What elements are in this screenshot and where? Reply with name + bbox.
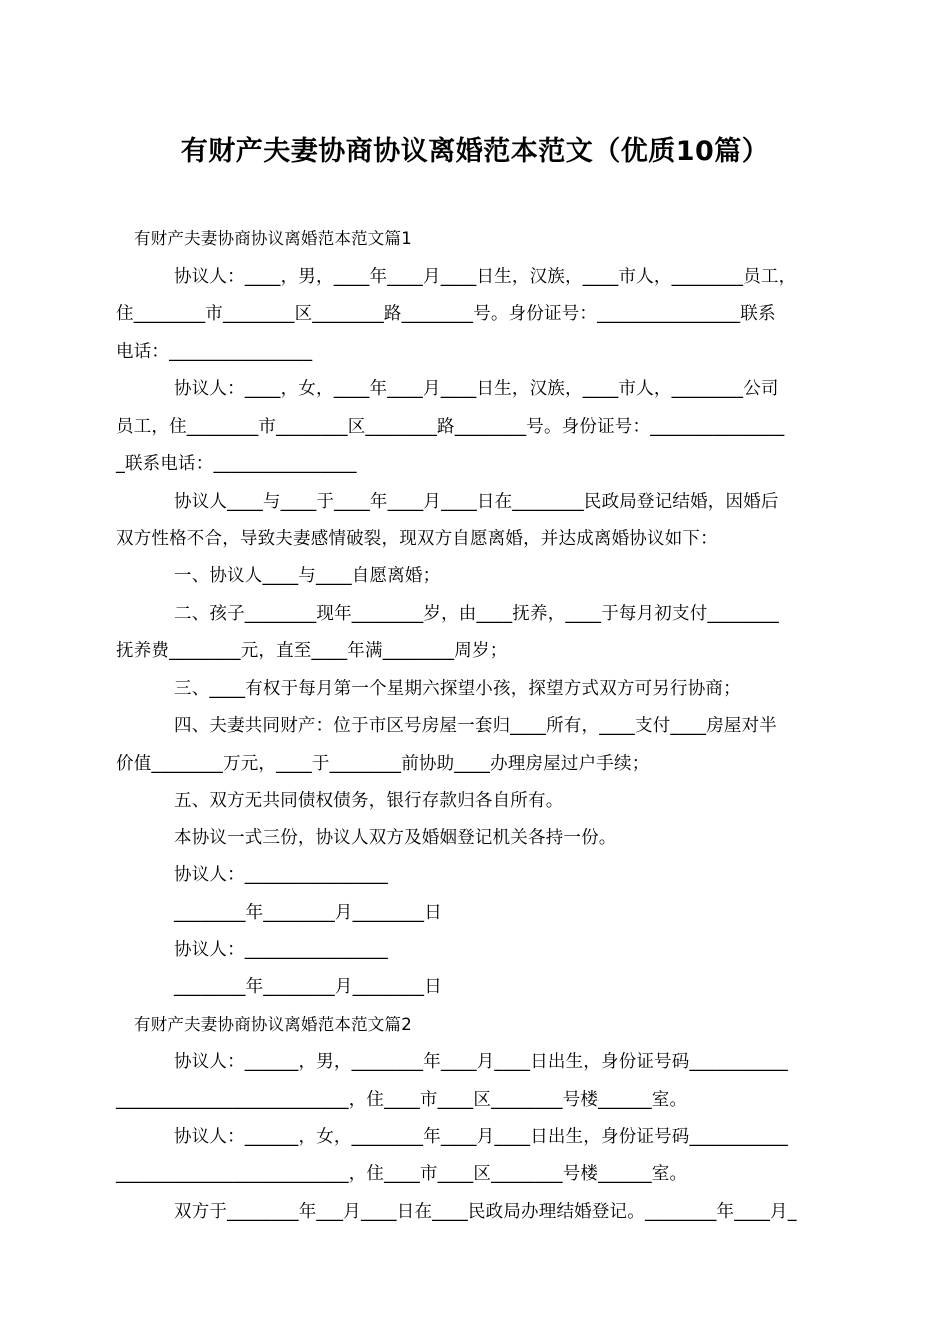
paragraph-line: _联系电话：________________ [116,454,357,474]
signature-line: 协议人：________________ [174,940,388,960]
paragraph-line: 协议人：____，女，____年____月____日生，汉族，____市人，________公司 [174,379,779,399]
clause-line: 一、协议人____与____自愿离婚； [174,566,441,586]
paragraph-line: __________________________，住____市____区________号楼______室。 [116,1164,688,1184]
clause-line: 价值________万元，____于________前协助____办理房屋过户手续； [116,754,650,774]
paragraph-line: 住________市________区________路________号。身份证号：________________联系 [116,304,776,324]
paragraph-line: 双方于________年___月____日在____民政局办理结婚登记。________年____月_ [174,1202,797,1222]
document-title: 有财产夫妻协商协议离婚范本范文（优质10篇） [180,136,770,167]
section-heading-2: 有财产夫妻协商协议离婚范本范文篇2 [134,1015,412,1034]
date-line: ________年________月________日 [174,977,442,997]
paragraph-line: __________________________，住____市____区________号楼______室。 [116,1090,688,1110]
clause-line: 二、孩子________现年________岁，由____抚养，____于每月初支付________ [174,604,779,624]
paragraph-line: 协议人____与____于____年____月____日在________民政局登记结婚，因婚后 [174,492,779,512]
paragraph-line: 电话：________________ [116,342,313,362]
clause-line: 抚养费________元，直至____年满________周岁； [116,641,508,661]
paragraph-line: 本协议一式三份，协议人双方及婚姻登记机关各持一份。 [174,828,617,848]
paragraph-line: 员工，住________市________区________路________号。身份证号：_______________ [116,417,785,437]
paragraph-line: 协议人：______，男，________年____月____日出生，身份证号码___________ [174,1052,788,1072]
clause-line: 三、____有权于每月第一个星期六探望小孩，探望方式双方可另行协商； [174,679,741,699]
paragraph-line: 双方性格不合，导致夫妻感情破裂，现双方自愿离婚，并达成离婚协议如下： [116,529,718,549]
clause-line: 五、双方无共同债权债务，银行存款归各自所有。 [174,791,564,811]
clause-line: 四、夫妻共同财产：位于市区号房屋一套归____所有，____支付____房屋对半 [174,716,777,736]
signature-line: 协议人：________________ [174,865,388,885]
section-heading-1: 有财产夫妻协商协议离婚范本范文篇1 [134,229,412,248]
paragraph-line: 协议人：______，女，________年____月____日出生，身份证号码___________ [174,1127,788,1147]
paragraph-line: 协议人：____，男，____年____月____日生，汉族，____市人，________员工， [174,267,797,287]
date-line: ________年________月________日 [174,903,442,923]
